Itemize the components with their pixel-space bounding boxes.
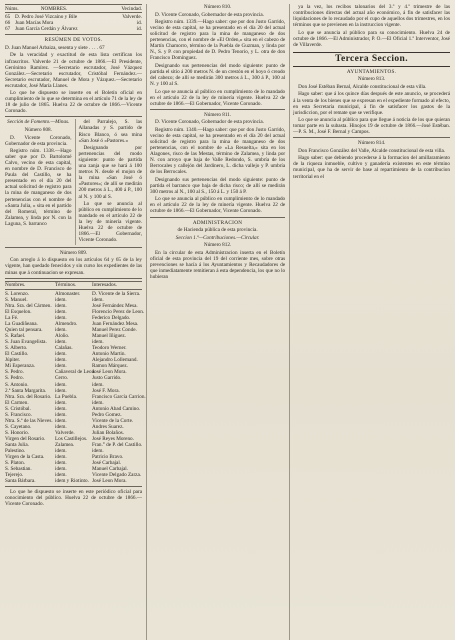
columns (5, 4, 450, 640)
paragraph: De la veracidad y exactitud de esta lista certifican los infrascritos. Valverde 21 de octubre de 1866.—El Presidente, Gerónimo Ramírez. —Secretario escrutador, José Vázquez González.—Secretario escrutador, Cristóbal Fernández.—Secretario escrutador, Manuel de Mora y Vázquez.—Secretario escrutador, José María Llanes. (5, 52, 142, 89)
inner-two-col (5, 119, 142, 244)
notice-809-closing: Lo que he dispuesto se inserte en este periódico oficial para conocimiento del público. Huelva 22 de octubre de 1866.—Vicente Coronado. (5, 489, 142, 508)
table-cell: idem. (92, 296, 104, 303)
mines-table-header (5, 281, 142, 290)
table-cell: Florencio Perez de Leon. (92, 308, 145, 315)
table-cell: Júpiter. (5, 357, 21, 364)
table-cell: idem. (55, 454, 67, 461)
table-cell: Federico Delgado. (92, 314, 131, 321)
table-cell: Almendro. (55, 321, 78, 328)
paragraph: Lo que he dispuesto se inserte en el Boletín oficial en cumplimiento de lo que se determina en el artículo 71 de la ley de 18 de julio de 1865. Huelva 22 de octubre de 1866.—Vicente Coronado. (5, 90, 142, 115)
table-cell: José Reyes Moreno. (92, 435, 134, 442)
table-cell: Francisco García Carrion. (92, 393, 146, 400)
table-cell: idem. (55, 339, 67, 346)
table-cell: Manuel Perez Conde. (92, 327, 137, 334)
notice-number: Número 808. (24, 126, 52, 133)
table-cell: Cañaveral de Leon. (55, 369, 96, 376)
table-cell: S. Lorenzo. (5, 290, 30, 297)
table-cell: idem. (55, 472, 67, 479)
divider (5, 34, 142, 35)
table-cell: id. (136, 20, 142, 27)
voters-table-header (5, 4, 142, 13)
table-row (5, 26, 142, 32)
notice-810-body: Registro núm. 1339.—Hago saber: que por don Justo Garrido, vecino de esta capital, se ha presentado en el día 20 del actual solicitud de registro para la mina de manganeso de dos pertenencias, con el nombre de «El Orden,» sita en el cabezo de Martín Chamorro, término de la Puebla de Guzman, y linda por N., S. y P. con propiedad de D. Pedro Tenorio, y L. otra de don Francisco Domínguez. (150, 19, 286, 62)
table-cell: Tejerejo. (5, 472, 24, 479)
table-cell: Juan Fernández Mesa. (92, 321, 139, 328)
notice-810-number: Número 810. (203, 4, 232, 10)
table-cell: idem. (92, 339, 104, 346)
table-cell: D. Pedro José Vizcaíno y Bile (15, 14, 78, 21)
table-cell: José Fernández Mesa. (92, 302, 138, 309)
table-cell: Santa Julia. (5, 441, 29, 448)
table-cell: Juan Macías Mora (15, 20, 54, 27)
notice-812-number: Número 812. (203, 242, 232, 249)
table-cell: S. Sebastian. (5, 466, 32, 473)
table-cell: El Esquelon. (5, 308, 32, 315)
table-cell: El Castillo. (5, 351, 29, 358)
admin-subheading: de Hacienda pública de esta provincia. (177, 227, 258, 234)
table-cell: S. Honorio. (5, 429, 30, 436)
section-title: Tercera Seccion. (293, 52, 450, 67)
table-cell: Antonio Abad Camino. (92, 405, 141, 412)
table-cell: S. Juan Evangelista. (5, 339, 47, 346)
mines-table-body (5, 290, 146, 485)
notice-814-number: Número 814. (357, 140, 386, 147)
table-cell: S. Manuel. (5, 296, 28, 303)
table-cell: idem. (55, 405, 67, 412)
table-cell: idem. (55, 448, 67, 455)
notice-810-body2: Designando sus pertenencias del modo siguiente: punto de partida el sitio á 200 metros N. de un crestón en el hoyo ó creado del cabezo; de allí se medirán 300 metros á L., 300 á P., 100 al N. y 100 al S. (150, 62, 286, 88)
paragraph: Designando por pertenencias del modo siguiente: punto de partida una zanja que se hará á 100 metros N. desde el mojon de la mina «San José ó «Pastores»; de allí se medirán 200 metros á L., 400 á P., 100 al N. y 100 al S. (78, 145, 142, 200)
table-cell: S. Pedro. (5, 369, 24, 376)
table-cell: idem. (92, 381, 104, 388)
notice-number-809: Número 809. (59, 249, 88, 256)
col-header-mine-names: Nombres. (5, 282, 26, 289)
notice-814-paragraphs (293, 148, 450, 180)
divider (150, 217, 285, 218)
table-cell: idem. (55, 411, 67, 418)
table-cell: Zalamea. (55, 441, 75, 448)
notice-813-paragraphs (293, 84, 450, 135)
table-cell: idem. (55, 423, 67, 430)
paragraph: Lo que se anuncia al público para que llegue á noticia de los que quieran tomar parte en la subasta. Hinojos 19 de octubre de 1866.—José Estéban.—P. S. M., José F. Bernal y Campos. (293, 117, 450, 136)
table-cell: idem. (55, 357, 67, 364)
table-cell: La Guadiñeana. (5, 321, 38, 328)
left-column (5, 4, 146, 640)
table-cell: S. Alberto. (5, 345, 28, 352)
divider (293, 137, 450, 138)
divider (5, 247, 142, 248)
col-header-names: NOMBRES. (40, 5, 68, 12)
table-cell: Valverde. (122, 14, 142, 21)
notice-811-text: D. Vicente Coronado, Gobernador de esta provincia. (155, 119, 264, 126)
paragraph: Don José Estéban Bernal, Alcalde constitucional de esta villa. (298, 83, 427, 90)
paragraph: Registro núm. 1338.—Hago saber que por D. Bartolomé Calvo, vecino de esta capital, en nombre de D. Francisco de Paula del Castillo, se ha presentado en el día 20 del actual solicitud de registro para la mina de manganeso de dos pertenencias con el nombre de «Santa Julia, » sita en el partido del Romeral, término de Zalamea, y linda por N. con la Laguna, S. barranco (5, 148, 72, 227)
table-cell: S. Cayetano. (5, 423, 32, 430)
table-cell: Manuel Iñiguez. (92, 333, 126, 340)
voters-table-body (5, 14, 142, 32)
table-cell: idem. (55, 399, 67, 406)
table-cell: Manuel Carbajal. (92, 466, 129, 473)
divider (5, 278, 142, 279)
inner-col-a (5, 119, 72, 244)
table-cell: Palestino. (5, 448, 26, 455)
table-cell: José Leon Mora. (92, 478, 127, 485)
table-cell: Virgen de la Casta. (5, 454, 45, 461)
table-cell: idem. (55, 363, 67, 370)
table-cell: José Leon Mora. (92, 369, 127, 376)
notice-808-continued (76, 119, 143, 243)
table-cell: Ntra. S.ª de las Nieves. (5, 417, 53, 424)
table-cell: Quien tal pensara. (5, 327, 43, 334)
table-cell: Patricio Bravo. (92, 454, 124, 461)
notice-811-number: Número 811. (203, 111, 232, 118)
table-cell: D. Vicente de la Sierra. (92, 290, 141, 297)
notice-810-text: D. Vicente Coronado, Gobernador de esta provincia. (155, 11, 264, 18)
admin-heading: ADMINISTRACION (192, 219, 243, 226)
table-cell: Antonio Martin. (92, 351, 126, 358)
table-cell: Vicente Delgado Zarza. (92, 472, 142, 479)
table-cell: S. Platon. (5, 460, 26, 467)
table-cell: idem. (55, 466, 67, 473)
table-cell: idem. (55, 314, 67, 321)
table-cell: Fran.° de P. del Castillo. (92, 441, 143, 448)
col-header-parties: Interesados. (92, 282, 117, 289)
table-cell: idem. (55, 302, 67, 309)
votes-summary-line: D. Juan Manuel Arbaiza, sesenta y siete . . . . 67 (5, 44, 105, 51)
table-cell: Virgen del Rosario. (5, 435, 46, 442)
paragraph: Hago saber: que á los quince días después de este anuncio, se procederá á la venta de los bienes que se expresan en el expediente formado al efecto, en esta Secretaría municipal, á fin de satisfacer los gastos de la jurisdiccion, por el remate que se verifique. (293, 91, 450, 116)
notice-812-text: En la circular de esta Administracion inserta en el Boletín oficial de esta provincia del 19 del corriente mes, sobre otras prevenciones se hacía á los Ayuntamientos y Recaudadores de que inmediatamente remitieran á esta dependencia, los que no lo hubieran (150, 249, 286, 280)
col-header-terms: Términos. (55, 282, 77, 289)
table-cell: idem. (55, 308, 67, 315)
table-cell: Ramon Márquez. (92, 363, 129, 370)
notice-811-body2: Designando sus pertenencias del modo siguiente: punto de partida el barranco que baja de dicha risco; de allí se medirán 300 metros al N., 100 al S., 150 á L. y 150 á P. (150, 176, 286, 195)
table-cell: Justo Garrido. (92, 375, 122, 382)
table-cell: S. Pedro. (5, 375, 24, 382)
table-cell: idem. (55, 381, 67, 388)
table-cell: S. Francisco. (5, 411, 32, 418)
paragraph: Lo que se anuncia al público para su conocimiento. Huelva 24 de octubre de 1866.—El Administrador, P. O.—El Oficial 1.º Interventor, José de Villaverde. (293, 29, 450, 48)
table-cell: Almonaster. (55, 290, 81, 297)
table-cell: Cerro. (55, 375, 69, 382)
col-header-town: Vecindad. (121, 5, 142, 12)
table-cell: La Fé. (5, 314, 19, 321)
table-cell: José Carbajal. (92, 460, 122, 467)
table-cell: idem. (55, 296, 67, 303)
table-cell: Ntra. Sra. del Cármen. (5, 302, 52, 309)
middle-column (146, 4, 285, 640)
table-cell: Pedro Gomez. (92, 411, 122, 418)
table-cell: Los Castillejos. (55, 435, 88, 442)
table-cell: Mi Esperanza. (5, 363, 35, 370)
table-row (5, 478, 142, 484)
table-cell: El Carmen. (5, 399, 29, 406)
divider (150, 109, 285, 110)
table-cell: Calañas. (55, 345, 73, 352)
section-heading: Sección de Fomento.—Minas. (7, 119, 70, 126)
table-cell: Andres Suarez. (92, 423, 124, 430)
col-header-num: Núms. (5, 5, 19, 12)
left-paragraphs-1 (5, 52, 142, 114)
paragraph: del Parralejo, S. las Allanadas y S. partido de Risco Blanco, ó sea mina «San José ó «Pastores.» (78, 119, 142, 144)
admin-section: Seccion 1.ª—Contribuciones.—Circular. (175, 234, 260, 241)
inner-col-b (75, 119, 143, 244)
notice-808-paragraphs (5, 135, 72, 227)
table-cell: La Puebla. (55, 393, 78, 400)
votes-summary-title: RESÚMEN DE VOTOS. (44, 37, 103, 44)
notice-813-number: Número 813. (357, 76, 386, 83)
table-cell: Santa Bárbara. (5, 478, 36, 485)
table-cell: S. Antonio. (5, 381, 29, 388)
table-cell: Teodoro Werner. (92, 345, 127, 352)
paragraph: Lo que se anuncia al público en cumplimiento de lo mandado en el artículo 22 de la ley de minería vigente. Huelva 22 de octubre de 1866.—El Gobernador, Vicente Coronado. (78, 201, 142, 244)
table-cell: Julian Bolaños. (92, 429, 124, 436)
table-cell: S. Rafael. (5, 333, 26, 340)
right-column (289, 4, 450, 640)
table-cell: 66 (5, 20, 11, 27)
table-cell: Ntra. Sra. del Rosario. (5, 393, 52, 400)
paragraph: Hago saber: que debiendo procederse á la formacion del amillaramiento de la riqueza inmueble, cultivo y ganadería existentes en este término municipal, que ha de servir de base al repartimiento de la contribucion territorial en el (293, 155, 450, 180)
table-cell: idem. (55, 417, 67, 424)
table-cell: S. Cristóbal. (5, 405, 31, 412)
table-cell: idem. (55, 351, 67, 358)
paragraph: D. Vicente Coronado, Gobernador de esta provincia. (5, 134, 72, 147)
paragraph: ya la vez, los recibos talonarios del 3.º y 4.º trimestre de las contribuciones directas del actual año económico, á fin de satisfacer las liquidaciones de lo recaudado por el cupo de aquellos dos trimestres, en los términos que se previenen en la instruccion vigente. (293, 4, 450, 29)
notice-809-text: Con arreglo á lo dispuesto en los artículos 64 y 65 de la ley vigente, han quedado fenecidos y sin curso los expedientes de las minas que á continuacion se expresan. (5, 257, 142, 276)
divider (5, 486, 142, 487)
table-cell: 67 (5, 26, 11, 33)
notice-811-body: Registro núm. 1340.—Hago saber: que por don Justo Garrido, vecino de esta capital, se ha presentado en el día 20 del actual solicitud de registro para la mina de manganeso de dos pertenencias, con el nombre de «La Resuelta,» sita en los Alagones, risco de las Mestas, término de Zalamea, y linda por N. con arroyo que baja de Valle Redondo, S. umbría de los Berrocales y callejón del Jardinero, L. dicha vallejo y P. umbría de los Berrocales. (150, 126, 286, 176)
table-cell: Vicente de la Corte. (92, 417, 134, 424)
table-cell: José F. Mora. (92, 387, 120, 394)
notice-810-body3: Lo que se anuncia al público en cumplimiento de lo mandado en el artículo 22 de la ley de minería vigente. Huelva 22 de octubre de 1866.—El Gobernador, Vicente Coronado. (150, 88, 286, 107)
table-cell: idem. (92, 448, 104, 455)
table-cell: Aloño. (55, 333, 70, 340)
paragraph: Don Francisco González del Valle, Alcalde constitucional de esta villa. (298, 147, 446, 154)
table-cell: idem. (92, 399, 104, 406)
ayuntamientos-heading: AYUNTAMIENTOS. (346, 68, 397, 75)
table-cell: 2.ª Santa Margarita. (5, 387, 47, 394)
table-cell: id. (136, 26, 142, 33)
table-cell: idem. (55, 327, 67, 334)
table-cell: Juan García Cerdán y Álvarez (15, 26, 78, 33)
right-paragraphs-1 (293, 4, 450, 48)
table-cell: idem. (55, 460, 67, 467)
table-cell: Alejandro Lollemand. (92, 357, 138, 364)
table-cell: Valverde. (55, 429, 75, 436)
table-cell: idem y Riotinto. (55, 478, 89, 485)
table-cell: idem. (55, 387, 67, 394)
table-cell: 65 (5, 14, 11, 21)
notice-811-body3: Lo que se anuncia al público en cumplimiento de lo mandado en el artículo 22 de la ley de minería vigente. Huelva 22 de octubre de 1866.—El Gobernador, Vicente Coronado. (150, 196, 286, 215)
divider (5, 116, 142, 117)
